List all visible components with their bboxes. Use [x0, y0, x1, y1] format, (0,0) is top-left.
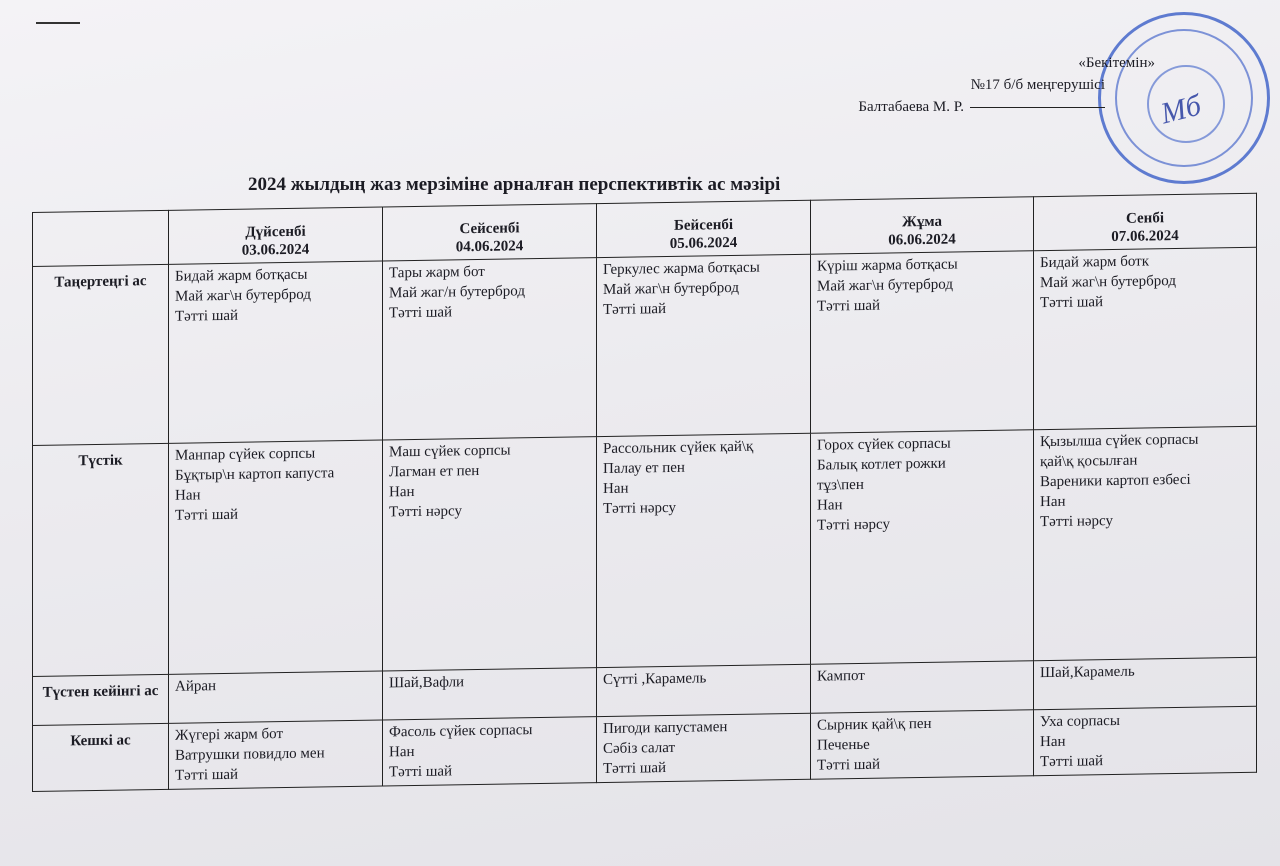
- day-date: 03.06.2024: [241, 241, 310, 259]
- menu-cell: [811, 709, 1034, 779]
- menu-cell: [1034, 426, 1257, 660]
- approval-signature-line: [858, 96, 1105, 118]
- dish: Тәтті нәрсу: [1040, 512, 1113, 530]
- menu-cell: [811, 251, 1034, 433]
- dish: Шай,Карамель: [1040, 663, 1135, 681]
- dish: Тәтті шай: [175, 766, 239, 784]
- dish: Манпар сүйек сорпсы: [175, 445, 316, 464]
- dish: Кампот: [817, 667, 865, 685]
- dish: Нан: [603, 480, 629, 497]
- dish: Уха сорпасы: [1040, 712, 1120, 730]
- dish: Палау ет пен: [603, 459, 685, 477]
- day-header: [1034, 193, 1257, 251]
- dish: Тәтті нәрсу: [603, 499, 676, 517]
- dish: Печенье: [817, 736, 870, 754]
- dish: Нан: [389, 743, 415, 761]
- document-title: 2024 жылдың жаз мерзіміне арналған перспективтік ас мәзірі: [248, 174, 781, 195]
- dish: Нан: [389, 483, 415, 501]
- meal-label: Түстік: [33, 443, 169, 676]
- dish: Май жаг\н бутерброд: [1040, 273, 1176, 292]
- dish: Балық котлет рожки: [817, 455, 946, 474]
- dish: Фасоль сүйек сорпасы: [389, 721, 533, 741]
- table-row: [33, 426, 1257, 676]
- dish: Май жаг\н бутерброд: [603, 280, 739, 299]
- dish: Тары жарм бот: [389, 263, 485, 282]
- meal-label: Таңертеңгі ас: [33, 264, 169, 445]
- dish: Тәтті шай: [1040, 294, 1104, 312]
- meal-label: Түстен кейінгі ас: [33, 674, 169, 725]
- day-date: 04.06.2024: [455, 238, 524, 256]
- menu-cell: [597, 664, 811, 716]
- signature-underline: [970, 107, 1105, 108]
- menu-cell: [383, 716, 597, 786]
- handwritten-signature: Мб: [1157, 88, 1205, 131]
- day-date: 06.06.2024: [888, 231, 956, 249]
- dish: Тәтті нәрсу: [389, 503, 462, 521]
- dish: Тәтті нәрсу: [817, 516, 890, 534]
- menu-cell: [169, 440, 383, 674]
- dish: қай\қ қосылған: [1040, 452, 1138, 470]
- menu-cell: [597, 254, 811, 436]
- dish: Күріш жарма ботқасы: [817, 256, 958, 275]
- menu-cell: [383, 258, 597, 440]
- approval-name: Балтабаева М. Р.: [858, 99, 964, 115]
- dish: Нан: [817, 497, 843, 514]
- dish: Шай,Вафли: [389, 673, 465, 691]
- dish: Горох сүйек сорпасы: [817, 435, 951, 454]
- dish: Тәтті шай: [175, 307, 239, 325]
- menu-cell: [169, 671, 383, 723]
- dish: Қызылша сүйек сорпасы: [1040, 431, 1199, 450]
- day-name: Сенбі: [1126, 210, 1164, 227]
- dish: Рассольник сүйек қай\қ: [603, 438, 754, 457]
- day-name: Бейсенбі: [673, 216, 734, 234]
- dish: Май жаг\н бутерброд: [175, 286, 311, 305]
- menu-cell: [1034, 657, 1257, 710]
- dish: Вареники картоп езбесі: [1040, 471, 1191, 490]
- dish: Лагман ет пен: [389, 462, 480, 481]
- day-header: [811, 197, 1034, 255]
- menu-cell: [1034, 706, 1257, 776]
- dish: Тәтті шай: [389, 304, 453, 322]
- menu-cell: [383, 436, 597, 670]
- dish: Маш сүйек сорпсы: [389, 442, 511, 461]
- day-date: 07.06.2024: [1111, 227, 1179, 246]
- dish: Айран: [175, 677, 217, 695]
- menu-cell: [597, 713, 811, 783]
- dish: Жүгері жарм бот: [175, 725, 283, 744]
- approval-block: [858, 55, 1155, 118]
- dish: Май жаг/н бутерброд: [389, 283, 525, 302]
- day-header: [169, 207, 383, 264]
- dish: Геркулес жарма ботқасы: [603, 259, 760, 279]
- dish: Нан: [1040, 493, 1066, 510]
- dish: Бидай жарм ботқасы: [175, 266, 308, 285]
- meal-label: Кешкі ас: [33, 723, 169, 792]
- day-date: 05.06.2024: [669, 234, 738, 252]
- menu-cell: [811, 660, 1034, 713]
- menu-table: [32, 193, 1257, 792]
- dish: Сәбіз салат: [603, 739, 676, 757]
- menu-cell: [383, 667, 597, 719]
- dish: Тәтті шай: [817, 297, 881, 315]
- dish: Бидай жарм ботк: [1040, 253, 1150, 272]
- day-name: Дүйсенбі: [245, 223, 306, 241]
- dish: Тәтті шай: [817, 756, 881, 774]
- top-margin-line: [36, 22, 80, 24]
- dish: Тәтті шай: [1040, 752, 1104, 770]
- dish: Май жаг\н бутерброд: [817, 276, 953, 295]
- menu-cell: [169, 720, 383, 790]
- menu-cell: [169, 261, 383, 443]
- table-row: [33, 247, 1257, 445]
- dish: Тәтті шай: [603, 301, 667, 319]
- dish: Бұқтыр\н картоп капуста: [175, 465, 335, 484]
- menu-cell: [597, 433, 811, 667]
- day-name: Жұма: [902, 213, 942, 231]
- day-header: [597, 200, 811, 257]
- dish: Сырник қай\қ пен: [817, 715, 932, 734]
- dish: Тәтті шай: [603, 759, 667, 777]
- corner-cell: [33, 210, 169, 266]
- official-stamp: [1098, 12, 1270, 184]
- approval-title: «Бекітемін»: [1078, 55, 1155, 71]
- dish: Сүтті ,Карамель: [603, 669, 707, 688]
- dish: Тәтті шай: [389, 763, 453, 781]
- dish: Тәтті шай: [175, 506, 239, 524]
- dish: Ватрушки повидло мен: [175, 745, 325, 764]
- dish: Нан: [175, 487, 201, 504]
- day-header: [383, 204, 597, 261]
- menu-cell: [811, 430, 1034, 664]
- approval-head: №17 б/б меңгерушісі: [970, 77, 1105, 93]
- dish: Пигоди капустамен: [603, 718, 728, 737]
- day-name: Сейсенбі: [459, 220, 520, 238]
- menu-cell: [1034, 247, 1257, 429]
- dish: тұз\пен: [817, 476, 864, 494]
- dish: Нан: [1040, 733, 1066, 750]
